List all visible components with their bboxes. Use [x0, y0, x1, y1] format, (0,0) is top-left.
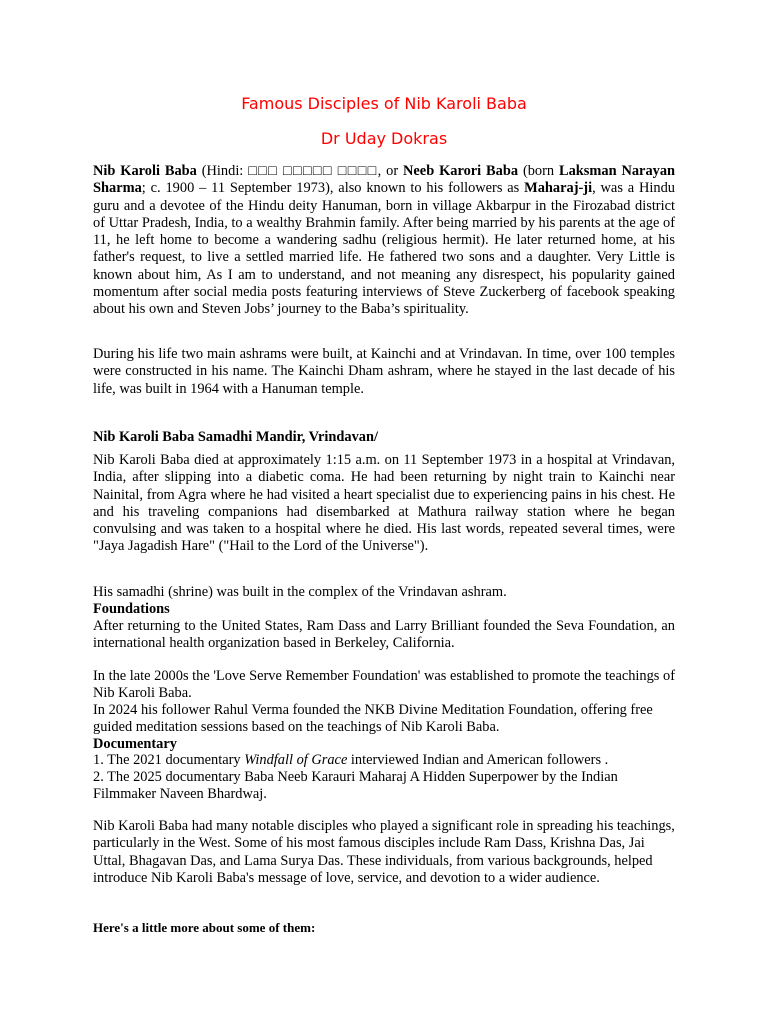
hindi-glyphs: □□□ □□□□□ □□□□ [248, 163, 378, 179]
ashrams-paragraph: During his life two main ashrams were built, at Kainchi and at Vrindavan. In time, over 100 temples were constructed in his name. The Kainchi Dham ashram, where he stayed in the last decade of his life, was built in 1964 with a Hanuman temple. [93, 346, 675, 397]
disciples-paragraph: Nib Karoli Baba had many notable disciples who played a significant role in spreading his teachings, particularly in the West. Some of his most famous disciples include Ram Dass, Krishna Das, Jai Uttal, Bhagavan Das, and Lama Surya Das. These individuals, from various backgrounds, helped introduce Nib Karoli Baba's message of love, service, and devotion to a wider audience. [93, 818, 675, 886]
shrine-paragraph: His samadhi (shrine) was built in the complex of the Vrindavan ashram. [93, 584, 507, 600]
foundations-heading: Foundations [93, 601, 170, 617]
hindi-prefix: (Hindi: [196, 163, 249, 179]
death-paragraph: Nib Karoli Baba died at approximately 1:15 a.m. on 11 September 1973 in a hospital at Vrindavan, India, after slipping into a diabetic coma. He had been returning by night train to Kainchi near Nainital, from Agra where he had visited a heart specialist due to experiencing pains in his chest. He and his traveling companions had disembarked at Mathura railway station where he began convulsing and was taken to a hospital where he died. His last words, repeated several times, were "Jaya Jagadish Hare" ("Hail to the Lord of the Universe"). [93, 452, 675, 555]
intro-paragraph [93, 163, 675, 319]
or-text: , or [377, 163, 404, 179]
maharaj-name: Maharaj-ji [524, 180, 593, 197]
document-author: Dr Uday Dokras [320, 129, 448, 148]
alt-name: Neeb Karori Baba [403, 163, 519, 179]
documentary-heading: Documentary [93, 736, 177, 752]
samadhi-heading: Nib Karoli Baba Samadhi Mandir, Vrindavan/ [93, 429, 378, 445]
documentary-item-1 [93, 752, 675, 769]
more-heading: Here's a little more about some of them: [93, 920, 316, 935]
documentary-item-2: 2. The 2025 documentary Baba Neeb Karauri Maharaj A Hidden Superpower by the Indian Filmmaker Naveen Bhardwaj. [93, 769, 618, 803]
doc1-prefix: 1. The 2021 documentary [93, 752, 245, 768]
document-title: Famous Disciples of Nib Karoli Baba [241, 94, 527, 113]
doc1-suffix: interviewed Indian and American followers . [347, 752, 609, 768]
intro-rest: , was a Hindu guru and a devotee of the Hindu deity Hanuman, born in village Akbarpur in the Firozabad district of Uttar Pradesh, India, to a wealthy Brahmin family. After being married by his parents at the age of 11, he left home to become a wandering sadhu (religious hermit). He later returned home, at his father's request, to live a settled married life. He fathered two sons and a daughter. Very Little is known about him, As I am to understand, and not meaning any disrespect, his popularity gained momentum after social media posts featuring interviews of Steve Zuckerberg of facebook speaking about his own and Steven Jobs’ journey to the Baba’s spirituality. [93, 180, 675, 318]
seva-paragraph: After returning to the United States, Ram Dass and Larry Brilliant founded the Seva Foundation, an international health organization based in Berkeley, California. [93, 618, 675, 652]
birth-name: Laksman Narayan Sharma [93, 163, 676, 197]
subject-name: Nib Karoli Baba [93, 163, 197, 179]
born-text: (born [518, 163, 559, 179]
lsr-paragraph: In the late 2000s the 'Love Serve Remember Foundation' was established to promote the teachings of Nib Karoli Baba. [93, 668, 675, 702]
nkb-paragraph: In 2024 his follower Rahul Verma founded the NKB Divine Meditation Foundation, offering free guided meditation sessions based on the teachings of Nib Karoli Baba. [93, 702, 653, 736]
dates-text: ; c. 1900 – 11 September 1973), also known to his followers as [141, 180, 525, 197]
doc1-title: Windfall of Grace [244, 752, 348, 768]
